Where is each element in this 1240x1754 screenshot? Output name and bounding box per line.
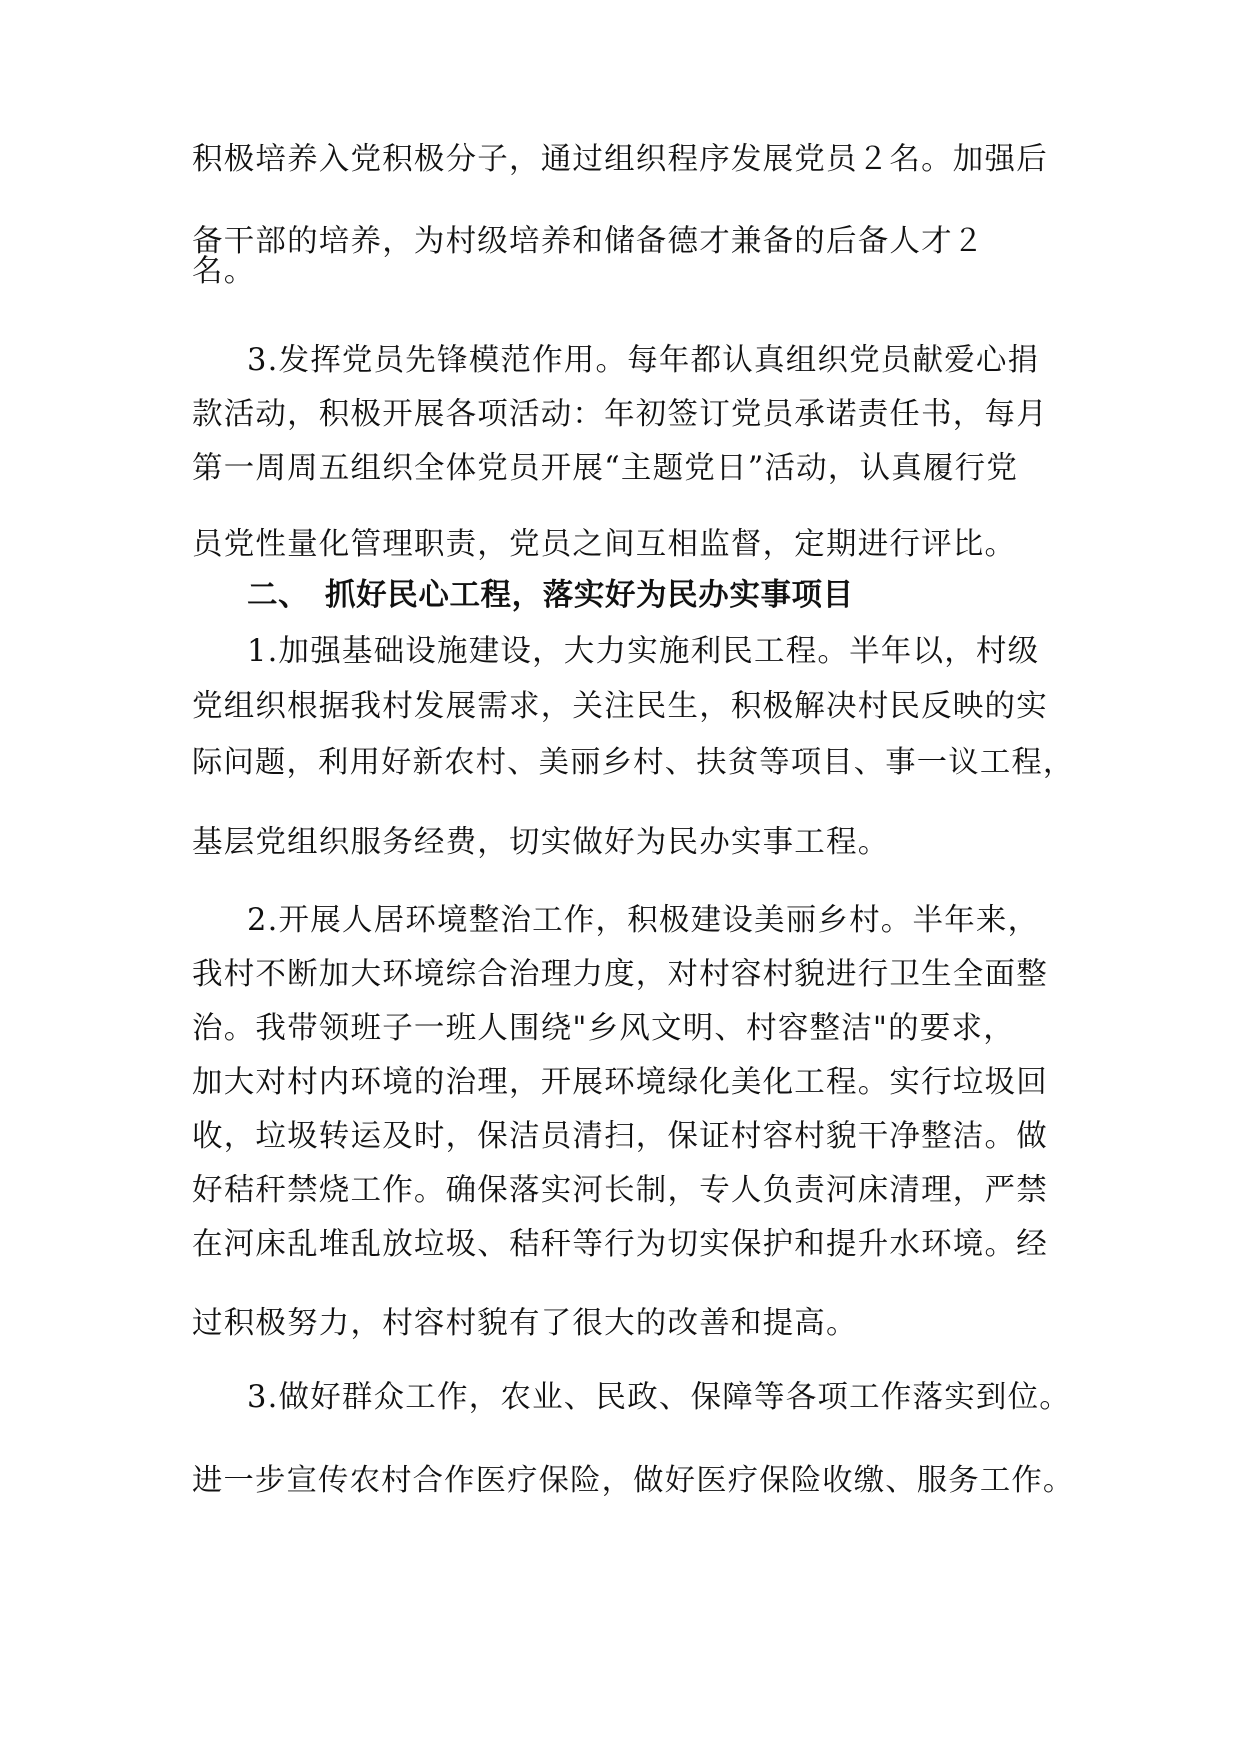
- text-line: 备干部的培养，为村级培养和储备德才兼备的后备人才２: [192, 224, 985, 259]
- text-line: 积极培养入党积极分子，通过组织程序发展党员２名。加强后: [192, 142, 1048, 177]
- text-line: 3.发挥党员先锋模范作用。每年都认真组织党员献爱心捐: [247, 343, 1040, 378]
- text-line: 款活动，积极开展各项活动：年初签订党员承诺责任书，每月: [192, 397, 1048, 432]
- text-line: 第一周周五组织全体党员开展“主题党日”活动，认真履行党: [192, 451, 1019, 486]
- section-heading: 二、 抓好民心工程，落实好为民办实事项目: [247, 578, 854, 613]
- text-line: 党组织根据我村发展需求，关注民生，积极解决村民反映的实: [192, 689, 1048, 724]
- text-line: 1.加强基础设施建设，大力实施利民工程。半年以，村级: [247, 634, 1040, 669]
- text-line: 3.做好群众工作，农业、民政、保障等各项工作落实到位。: [247, 1380, 1071, 1415]
- text-line: 基层党组织服务经费，切实做好为民办实事工程。: [192, 825, 890, 860]
- text-line: 在河床乱堆乱放垃圾、秸秆等行为切实保护和提升水环境。经: [192, 1227, 1048, 1262]
- text-line: 我村不断加大环境综合治理力度，对村容村貌进行卫生全面整: [192, 957, 1048, 992]
- text-line: 收，垃圾转运及时，保洁员清扫，保证村容村貌干净整洁。做: [192, 1119, 1048, 1154]
- text-line: 治。我带领班子一班人围绕"乡风文明、村容整洁"的要求，: [192, 1011, 1015, 1046]
- text-line: 好秸秆禁烧工作。确保落实河长制，专人负责河床清理，严禁: [192, 1173, 1048, 1208]
- text-line: 员党性量化管理职责，党员之间互相监督，定期进行评比。: [192, 527, 1017, 562]
- text-line: 2.开展人居环境整治工作，积极建设美丽乡村。半年来，: [247, 903, 1040, 938]
- text-line: 际问题，利用好新农村、美丽乡村、扶贫等项目、事一议工程，: [192, 745, 1075, 780]
- text-line: 过积极努力，村容村貌有了很大的改善和提高。: [192, 1306, 858, 1341]
- text-line: 加大对村内环境的治理，开展环境绿化美化工程。实行垃圾回: [192, 1065, 1048, 1100]
- text-line: 名。: [192, 254, 256, 289]
- text-line: 进一步宣传农村合作医疗保险，做好医疗保险收缴、服务工作。: [192, 1463, 1075, 1498]
